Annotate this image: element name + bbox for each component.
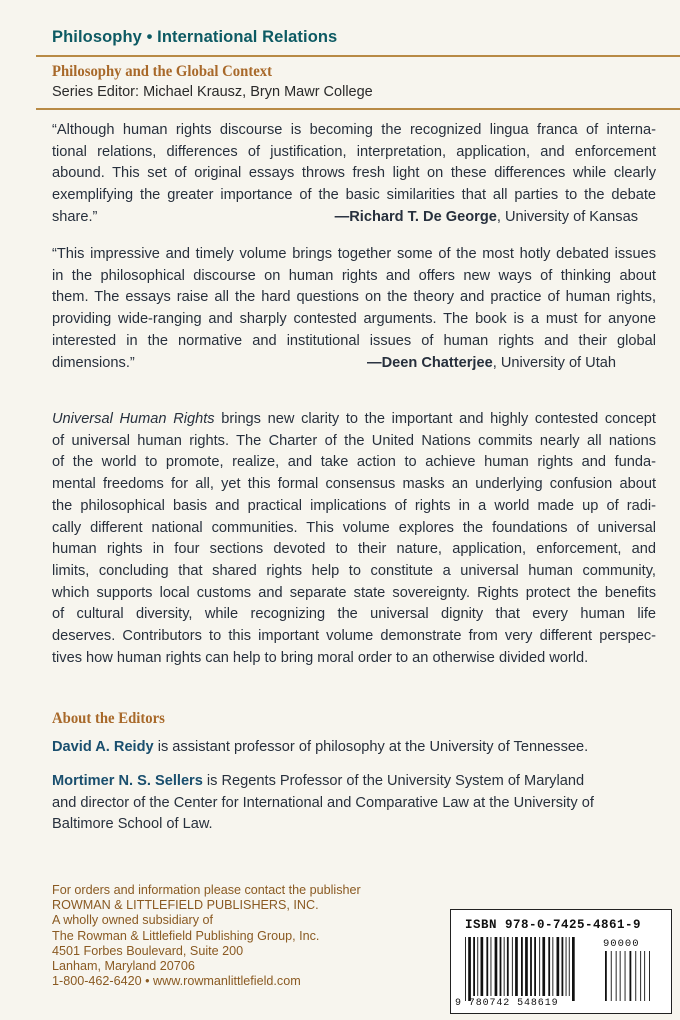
- endorsement-chatterjee: [52, 244, 656, 374]
- quote-line: dimensions.”: [52, 354, 135, 371]
- description-line: which supports local customs and separate state sovereignty. Rights protect the benefits: [52, 584, 656, 601]
- top-rule: [36, 55, 680, 57]
- publisher-line: 1-800-462-6420 • www.rowmanlittlefield.com: [52, 974, 301, 989]
- description-line: deserves. Contributors to this important volume demonstrate from very different perspec-: [52, 628, 656, 645]
- barcode-bar: [495, 937, 498, 996]
- barcode-bar: [572, 937, 575, 1001]
- quote-line: interested in the normative and institutional issues of human rights and their global: [52, 332, 656, 349]
- barcode-bar: [530, 937, 532, 996]
- barcode-bar: [562, 937, 564, 996]
- endorser-affiliation: , University of Utah: [492, 354, 616, 371]
- barcode-bar: [500, 937, 502, 996]
- book-description: [52, 409, 656, 669]
- barcode-bar: [539, 937, 540, 996]
- description-line: the philosophical basis and practical implications of rights in a world made up of radi-: [52, 497, 656, 514]
- book-title: Universal Human Rights: [52, 411, 215, 427]
- barcode-bar: [465, 937, 466, 1001]
- quote-line: share.”: [52, 208, 98, 225]
- addon-bar: [625, 951, 626, 1001]
- barcode-bar: [491, 937, 492, 996]
- addon-bar: [605, 951, 607, 1001]
- isbn-number: ISBN 978-0-7425-4861-9: [465, 918, 642, 932]
- series-title: Philosophy and the Global Context: [52, 63, 273, 80]
- barcode-bar: [542, 937, 545, 996]
- editor-bio: is Regents Professor of the University System of Maryland: [202, 773, 585, 789]
- barcode-bar: [515, 937, 518, 996]
- publisher-line: The Rowman & Littlefield Publishing Group, Inc.: [52, 928, 320, 943]
- editor-sellers: [52, 771, 656, 836]
- endorser-name: —Richard T. De George: [334, 208, 497, 225]
- series-editor: Series Editor: Michael Krausz, Bryn Mawr College: [52, 84, 373, 100]
- addon-bar: [630, 951, 632, 1001]
- description-line: tives how human rights can help to bring moral order to an otherwise divided world.: [52, 649, 589, 666]
- endorser-name: —Deen Chatterjee: [367, 354, 493, 371]
- editor-bio: is assistant professor of philosophy at the University of Tennessee.: [153, 739, 589, 755]
- barcode-bar: [486, 937, 488, 996]
- addon-bar: [635, 951, 636, 1001]
- ean-digits: 9 780742 548619: [455, 998, 559, 1009]
- addon-bar: [620, 951, 621, 1001]
- description-line: of universal human rights. The Charter of the United Nations commits nearly all nations: [52, 432, 656, 449]
- description-line: mental freedoms for all, yet this formal consensus masks an underlying confusion about: [52, 476, 656, 493]
- description-line: of the world to promote, realize, and take action to achieve human rights and funda-: [52, 454, 656, 471]
- quote-line: providing wide-ranging and sharply contested arguments. The book is a must for anyone: [52, 311, 656, 328]
- endorsement-de-george: [52, 120, 656, 229]
- barcode-bar: [557, 937, 560, 996]
- barcode-bar: [504, 937, 505, 996]
- editor-name: Mortimer N. S. Sellers: [52, 773, 203, 789]
- description-line: cally different national communities. This volume explores the foundations of universal: [52, 519, 656, 536]
- header-rule: [36, 108, 680, 110]
- editor-bio: and director of the Center for International and Comparative Law at the University of: [52, 794, 594, 811]
- barcode-bar: [521, 937, 523, 996]
- description-line: limits, concluding that shared rights help to constitute a universal human community,: [52, 562, 656, 579]
- barcode-bar: [477, 937, 478, 996]
- addon-bar: [649, 951, 650, 1001]
- quote-line: abound. This set of original essays throws fresh light on these differences while clearly: [52, 165, 656, 182]
- quote-line: in the philosophical discourse on human rights and offers new ways of thinking about: [52, 267, 656, 284]
- quote-line: “Although human rights discourse is becoming the recognized lingua franca of interna-: [52, 122, 656, 138]
- publisher-line: A wholly owned subsidiary of: [52, 913, 214, 928]
- description-line: of cultural diversity, while recognizing the universal dignity that every human life: [52, 606, 656, 623]
- quote-line: them. The essays raise all the hard questions on the theory and practice of human rights,: [52, 289, 656, 306]
- barcode-bar: [525, 937, 528, 996]
- addon-bar: [640, 951, 641, 1001]
- barcode-bar: [512, 937, 513, 996]
- addon-bar: [644, 951, 645, 1001]
- editor-name: David A. Reidy: [52, 739, 154, 755]
- quote-line: “This impressive and timely volume brings together some of the most hotly debated issues: [52, 246, 656, 262]
- editor-reidy: [52, 737, 656, 759]
- quote-line: tional relations, differences of justification, interpretation, application, and enforcement: [52, 143, 656, 160]
- publisher-line: Lanham, Maryland 20706: [52, 959, 195, 974]
- barcode-bar: [507, 937, 509, 996]
- about-editors-heading: About the Editors: [52, 710, 165, 727]
- publisher-info: [52, 883, 432, 989]
- barcode-bar: [548, 937, 550, 996]
- barcode-bar: [534, 937, 536, 996]
- description-line: brings new clarity to the important and highly contested concept: [214, 411, 656, 427]
- editor-bio: Baltimore School of Law.: [52, 816, 213, 833]
- addon-bar: [611, 951, 612, 1001]
- isbn-barcode: [450, 909, 672, 1014]
- barcode-bar: [473, 937, 475, 996]
- barcode-bar: [552, 937, 553, 996]
- barcode-bar: [569, 937, 570, 996]
- description-line: human rights in four sections devoted to their nature, application, enforcement, and: [52, 541, 656, 558]
- subject-categories: Philosophy • International Relations: [52, 28, 338, 46]
- barcode-bar: [566, 937, 567, 996]
- barcode-bar: [468, 937, 471, 1001]
- addon-bar: [616, 951, 617, 1001]
- price-code: 90000: [603, 938, 640, 950]
- publisher-line: For orders and information please contact the publisher: [52, 883, 361, 897]
- endorser-affiliation: , University of Kansas: [496, 208, 638, 225]
- barcode-bar: [481, 937, 484, 996]
- publisher-line: ROWMAN & LITTLEFIELD PUBLISHERS, INC.: [52, 898, 319, 913]
- quote-line: exemplifying the greater importance of the basic similarities that all parties to the debate: [52, 187, 656, 204]
- publisher-line: 4501 Forbes Boulevard, Suite 200: [52, 943, 244, 958]
